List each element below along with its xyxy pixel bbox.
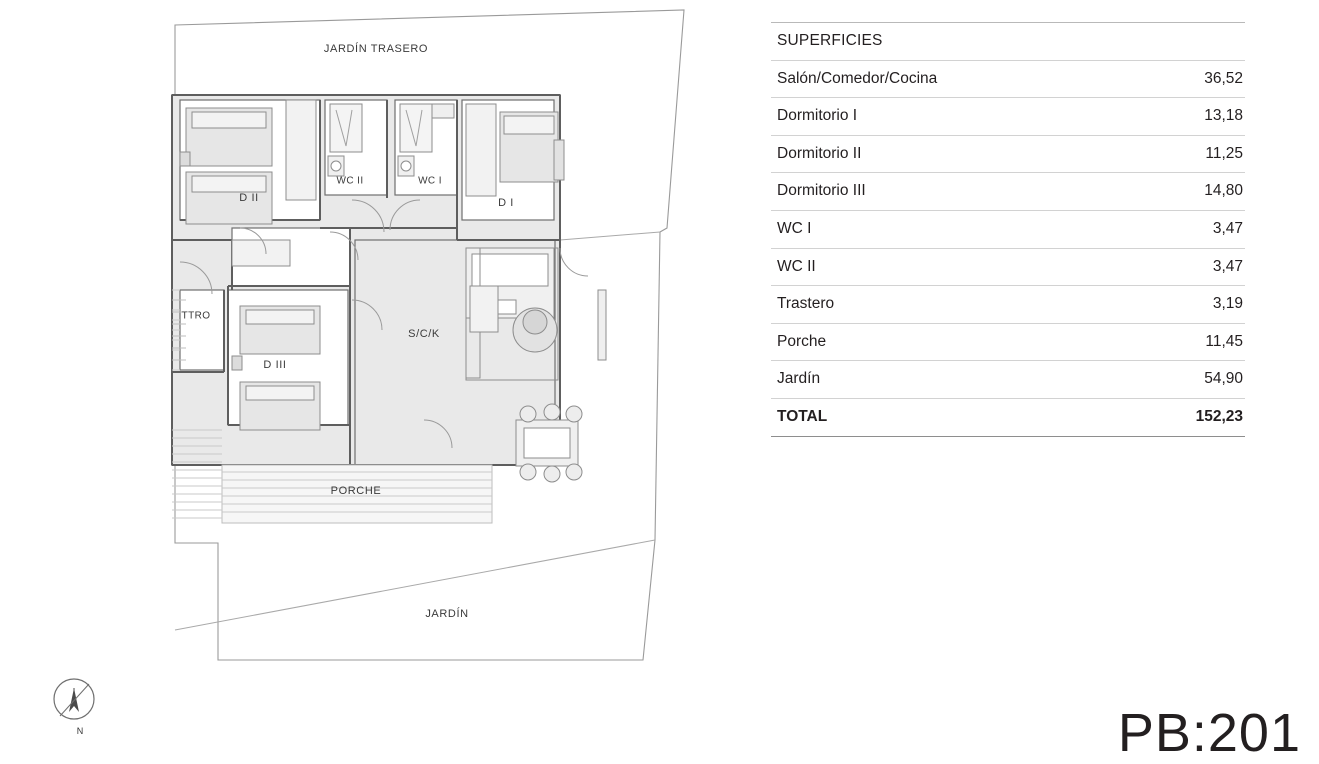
table-row xyxy=(771,98,1245,136)
room-label-salon: S/C/K xyxy=(408,328,440,340)
row-label-wc-2: WC II xyxy=(777,257,816,275)
table-row xyxy=(771,286,1245,324)
plan-code: PB:201 xyxy=(1117,703,1301,763)
row-value-dormitorio-2: 11,25 xyxy=(1205,144,1243,162)
row-label-wc-1: WC I xyxy=(777,219,812,237)
compass-north-label: N xyxy=(76,726,84,736)
row-value-salon: 36,52 xyxy=(1204,69,1243,87)
row-label-trastero: Trastero xyxy=(777,295,835,313)
row-label-dormitorio-3: Dormitorio III xyxy=(777,182,866,200)
table-row xyxy=(771,324,1245,362)
table-row xyxy=(771,136,1245,174)
row-value-porche: 11,45 xyxy=(1205,332,1243,350)
table-row xyxy=(771,361,1245,399)
table-row-total xyxy=(771,399,1245,437)
table-row xyxy=(771,173,1245,211)
room-label-dormitorio-3: D III xyxy=(263,359,287,371)
row-label-dormitorio-1: Dormitorio I xyxy=(777,107,858,125)
row-value-total: 152,23 xyxy=(1195,407,1243,425)
row-value-wc-2: 3,47 xyxy=(1212,257,1243,275)
table-row xyxy=(771,61,1245,99)
row-label-dormitorio-2: Dormitorio II xyxy=(777,144,862,162)
room-label-porche: PORCHE xyxy=(330,485,382,497)
surfaces-table xyxy=(771,22,1245,437)
compass-icon xyxy=(54,679,94,719)
row-value-dormitorio-1: 13,18 xyxy=(1204,107,1243,125)
row-value-wc-1: 3,47 xyxy=(1212,219,1243,237)
table-row xyxy=(771,249,1245,287)
room-label-trastero: TTRO xyxy=(181,310,211,322)
room-label-dormitorio-1: D I xyxy=(498,197,514,209)
row-value-jardin: 54,90 xyxy=(1204,370,1243,388)
row-label-jardin: Jardín xyxy=(777,370,821,388)
row-value-dormitorio-3: 14,80 xyxy=(1204,182,1243,200)
table-row xyxy=(771,211,1245,249)
surfaces-title: SUPERFICIES xyxy=(777,32,883,49)
row-value-trastero: 3,19 xyxy=(1212,295,1243,313)
room-label-dormitorio-2: D II xyxy=(239,192,259,204)
plot-notch xyxy=(560,232,660,240)
row-label-salon: Salón/Comedor/Cocina xyxy=(777,69,938,87)
room-label-jardin: JARDÍN xyxy=(425,608,469,620)
room-label-wc-2: WC II xyxy=(336,175,364,187)
room-label-wc-1: WC I xyxy=(418,175,442,187)
row-label-porche: Porche xyxy=(777,332,827,350)
row-label-total: TOTAL xyxy=(777,407,828,425)
room-label-jardin-trasero: JARDÍN TRASERO xyxy=(323,43,429,55)
plot-diagonal xyxy=(175,540,655,630)
surfaces-table-header xyxy=(771,22,1245,61)
